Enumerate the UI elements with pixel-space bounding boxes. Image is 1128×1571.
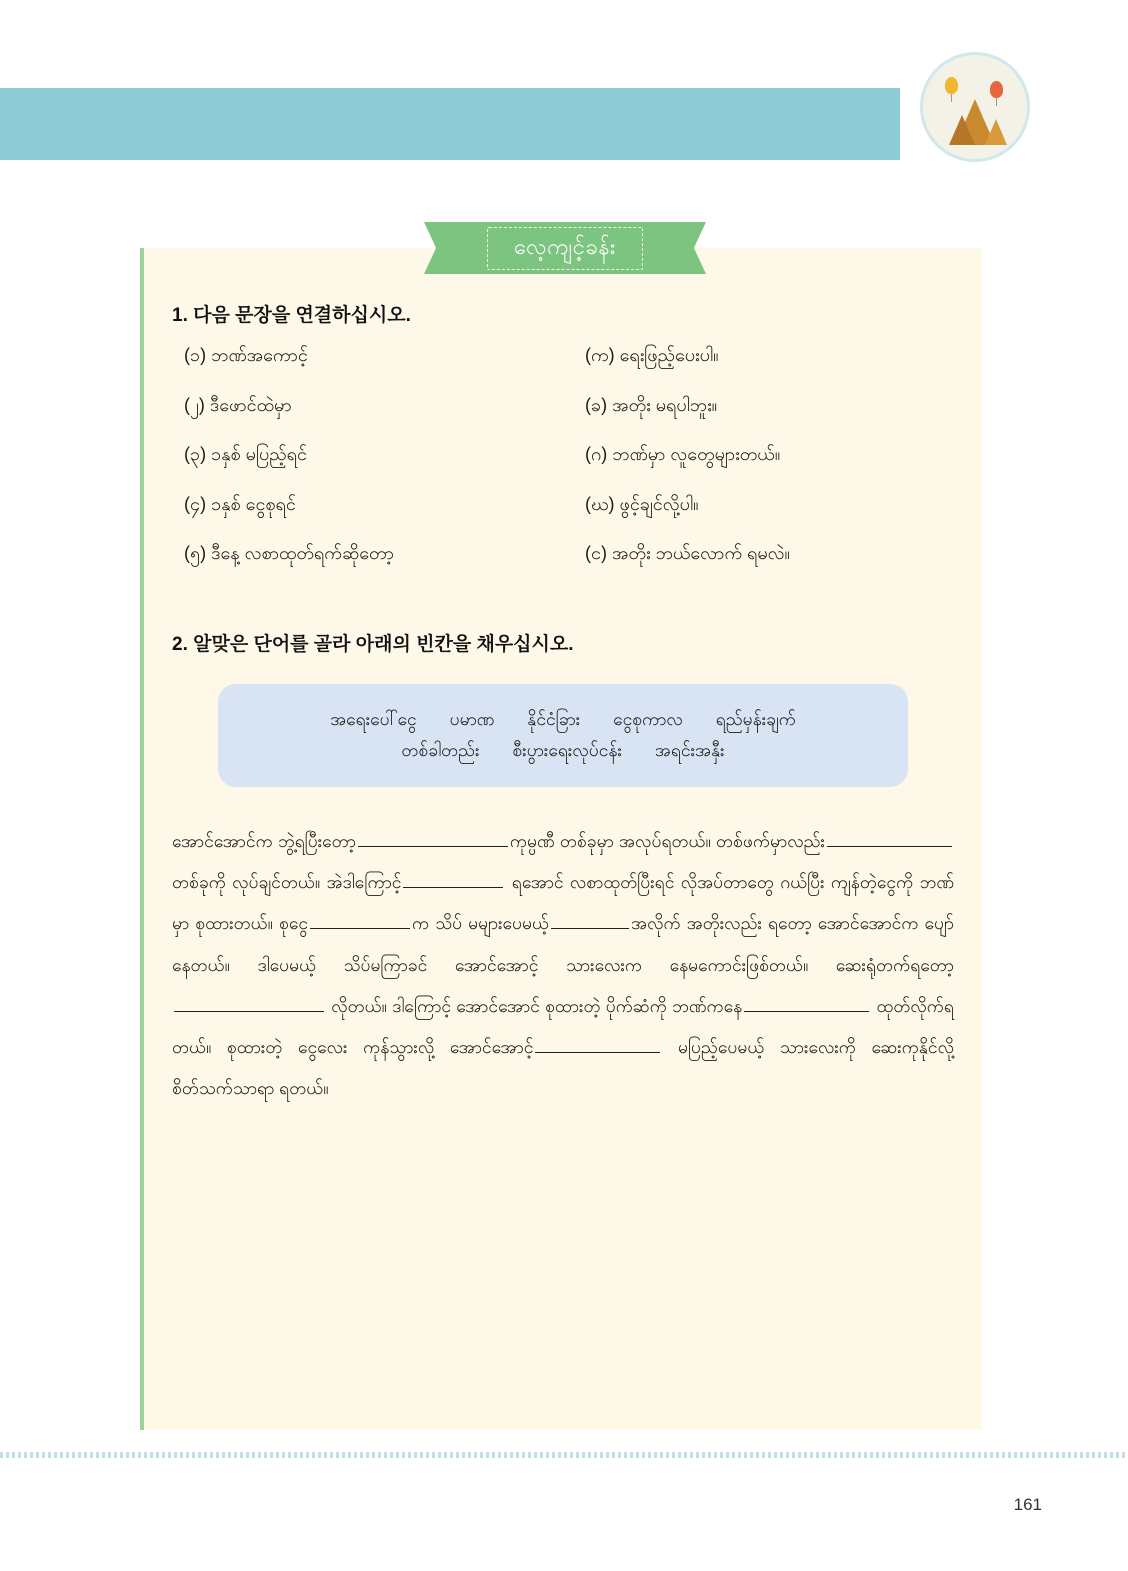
exercise1-match-list	[172, 345, 954, 593]
fill-blank[interactable]	[744, 992, 869, 1011]
fill-blank[interactable]	[535, 1033, 660, 1052]
section-ribbon-label: လေ့ကျင့်ခန်း	[487, 227, 643, 270]
word-bank-row-1	[242, 704, 884, 735]
passage-text: အလိုက် အတိုးလည်း	[631, 913, 762, 934]
footer-divider	[0, 1452, 1128, 1458]
word-bank-item[interactable]: တစ်ခါတည်း	[401, 739, 480, 760]
worksheet-content	[172, 300, 954, 1109]
balloon-string-icon	[951, 94, 952, 102]
word-bank-item[interactable]: အရင်းအနှီး	[654, 739, 725, 760]
list-item[interactable]: (၄) ၁နှစ် ငွေစုရင်	[184, 493, 296, 514]
passage-text: ထုတ်လိုက်ရတယ်။ စုထားတဲ့ ငွေလေး ကုန်သွားလို့ အောင်အောင့်	[172, 995, 954, 1057]
list-item[interactable]: (၅) ဒီနေ့ လစာထုတ်ရက်ဆိုတော့	[184, 543, 394, 564]
word-bank-item[interactable]: ငွေစုကာလ	[613, 708, 683, 729]
list-item[interactable]: (၂) ဒီဖောင်ထဲမှာ	[184, 394, 292, 415]
word-bank-item[interactable]: နိုင်ငံခြား	[527, 708, 581, 729]
passage-text: စုထားတယ်။ စုငွေ	[195, 913, 309, 934]
passage-text: ကုမ္ပဏီ တစ်ခုမှာ အလုပ်ရတယ်။	[509, 831, 711, 852]
passage-text: တစ်ဖက်မှာလည်း	[716, 831, 825, 852]
balloon-icon	[945, 77, 958, 94]
fill-blank[interactable]	[827, 828, 952, 847]
passage-text: ရအောင် လစာထုတ်ပြီးရင် လိုအပ်တာတွေ ဂယ်ပြီး ကျန်တဲ့ငွေကို ဘဏ်မှာ	[172, 872, 954, 934]
word-bank-item[interactable]: စီးပွားရေးလုပ်ငန်း	[512, 739, 622, 760]
fill-blank[interactable]	[174, 992, 324, 1011]
exercise1-heading: 1. 다음 문장을 연결하십시오.	[172, 305, 411, 326]
exercise2-heading: 2. 알맞은 단어를 골라 아래의 빈칸을 채우십시오.	[172, 633, 574, 655]
top-banner	[0, 88, 900, 160]
list-item[interactable]: (ခ) အတိုး မရပါဘူး။	[585, 394, 718, 415]
list-item[interactable]: (၃) ၁နှစ် မပြည့်ရင်	[184, 444, 307, 465]
section-ribbon	[440, 222, 690, 274]
list-item[interactable]: (က) ရေးဖြည့်ပေးပါ။	[585, 345, 719, 365]
header-badge	[920, 52, 1030, 162]
passage-text: တစ်ခုကို လုပ်ချင်တယ်။ အဲဒါကြောင့်	[172, 872, 402, 893]
word-bank-item[interactable]: အရေးပေါ်ငွေ	[330, 708, 417, 729]
list-item[interactable]: (ဃ) ဖွင့်ချင်လို့ပါ။	[585, 493, 699, 514]
passage-text: က သိပ် မများပေမယ့်	[412, 913, 549, 934]
exercise2-passage	[172, 821, 954, 1109]
passage-text: မပြည့်ပေမယ့် သားလေးကို ဆေးကုနိုင်လို့ စိတ်သက်သာရာ ရတယ်။	[172, 1036, 954, 1098]
page-number: 161	[1013, 1495, 1042, 1514]
list-item[interactable]: (င) အတိုး ဘယ်လောက် ရမလဲ။	[585, 543, 791, 564]
fill-blank[interactable]	[310, 910, 410, 929]
word-bank-item[interactable]: ရည်မှန်းချက်	[715, 708, 796, 729]
passage-text: အောင်အောင်က ဘွဲ့ရပြီးတော့	[172, 831, 356, 852]
passage-text: သားလေးက နေမကောင်းဖြစ်တယ်။ ဆေးရုံတက်ရတော့	[566, 954, 954, 975]
balloon-icon	[990, 81, 1003, 98]
balloon-string-icon	[996, 98, 997, 106]
pagoda-small-right-icon	[985, 119, 1007, 145]
fill-blank[interactable]	[551, 910, 629, 929]
exercise1-right-column	[553, 345, 954, 593]
fill-blank[interactable]	[403, 869, 503, 888]
exercise1-left-column	[172, 345, 553, 593]
list-item[interactable]: (၁) ဘဏ်အကောင့်	[184, 345, 308, 365]
word-bank	[218, 684, 908, 787]
pagoda-small-left-icon	[949, 115, 975, 145]
fill-blank[interactable]	[358, 828, 508, 847]
word-bank-item[interactable]: ပမာဏ	[449, 708, 495, 729]
word-bank-row-2	[242, 735, 884, 766]
list-item[interactable]: (ဂ) ဘဏ်မှာ လူတွေများတယ်။	[585, 444, 781, 465]
passage-text: လိုတယ်။ ဒါကြောင့် အောင်အောင် စုထားတဲ့ ပိုက်ဆံကို ဘဏ်ကနေ	[331, 995, 743, 1016]
passage-text: ရတော့ အောင်အောင်က ပျော်နေတယ်။ ဒါပေမယ့် သိပ်မကြာခင် အောင်အောင့်	[172, 913, 954, 975]
